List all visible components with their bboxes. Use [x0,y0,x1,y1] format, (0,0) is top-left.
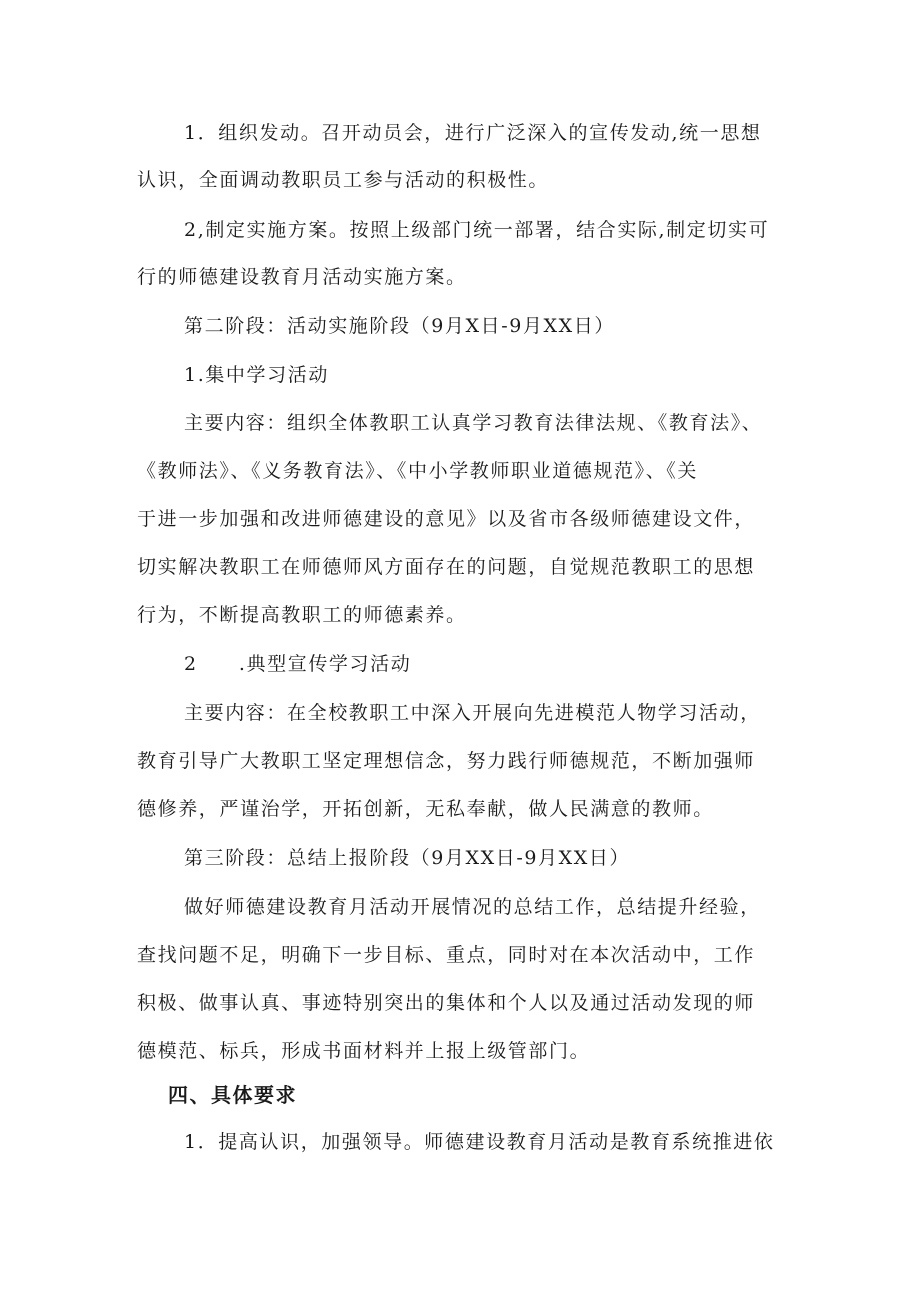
section-heading-requirements: 四、具体要求 [168,1083,297,1107]
paragraph-content-1-line-2: 《教师法》、《义务教育法》、《中小学教师职业道德规范》、《关 [137,460,699,482]
stage-three-title: 第三阶段：总结上报阶段（9月XX日-9月XX日） [184,847,631,869]
paragraph-1-line-1: 1．组织发动。召开动员会，进行广泛深入的宣传发动,统一思想 [184,122,762,144]
paragraph-summary-line-2: 查找问题不足，明确下一步目标、重点，同时对在本次活动中，工作 [137,944,756,966]
paragraph-summary-line-1: 做好师德建设教育月活动开展情况的总结工作，总结提升经验， [184,896,761,918]
paragraph-requirement-1-line-1: 1．提高认识，加强领导。师德建设教育月活动是教育系统推进依 [184,1131,775,1153]
paragraph-summary-line-4: 德模范、标兵，形成书面材料并上报上级管部门。 [137,1040,591,1062]
paragraph-summary-line-3: 积极、做事认真、事迹特别突出的集体和个人以及通过活动发现的师 [137,992,756,1014]
paragraph-content-1-line-4: 切实解决教职工在师德师风方面存在的问题，自觉规范教职工的思想 [137,556,756,578]
paragraph-2-line-1: 2,制定实施方案。按照上级部门统一部署，结合实际,制定切实可 [184,219,770,241]
paragraph-content-1-line-5: 行为，不断提高教职工的师德素养。 [137,604,467,626]
paragraph-content-1-line-1: 主要内容：组织全体教职工认真学习教育法律法规、《教育法》、 [184,412,763,434]
item-collective-study-title: 1.集中学习活动 [184,364,329,386]
paragraph-content-2-line-1: 主要内容：在全校教职工中深入开展向先进模范人物学习活动， [184,702,761,724]
paragraph-2-line-2: 行的师德建设教育月活动实施方案。 [137,266,467,288]
stage-two-title: 第二阶段：活动实施阶段（9月X日-9月XX日） [184,315,615,337]
paragraph-content-1-line-3: 于进一步加强和改进师德建设的意见》以及省市各级师德建设文件， [137,508,756,530]
paragraph-1-line-2: 认识，全面调动教职员工参与活动的积极性。 [137,169,550,191]
item-typical-publicity-title: 2 .典型宣传学习活动 [184,653,412,675]
paragraph-content-2-line-2: 教育引导广大教职工坚定理想信念，努力践行师德规范，不断加强师 [137,750,756,772]
paragraph-content-2-line-3: 德修养，严谨治学，开拓创新，无私奉献，做人民满意的教师。 [137,798,714,820]
